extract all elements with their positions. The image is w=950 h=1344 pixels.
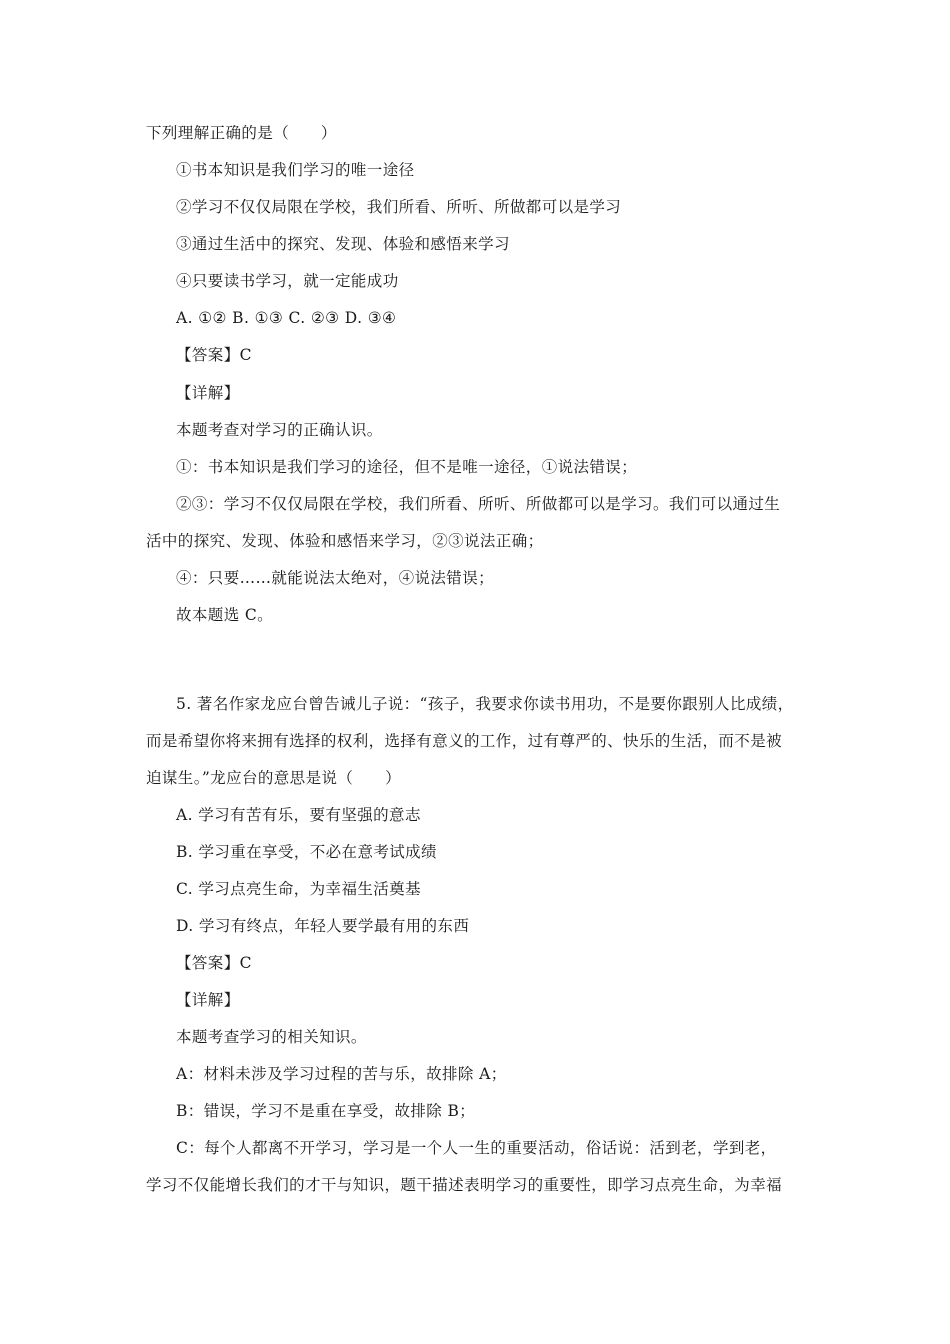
q4-statement-3: ③通过生活中的探究、发现、体验和感悟来学习 xyxy=(176,235,510,253)
q4-detail-line: ②③：学习不仅仅局限在学校，我们所看、所听、所做都可以是学习。我们可以通过生 xyxy=(176,495,781,513)
q5-detail-line: 本题考查学习的相关知识。 xyxy=(176,1028,367,1046)
q5-option-b: B. 学习重在享受，不必在意考试成绩 xyxy=(176,843,437,861)
q4-detail-line: 本题考查对学习的正确认识。 xyxy=(176,421,383,439)
q4-detail-line: ①：书本知识是我们学习的途径，但不是唯一途径，①说法错误； xyxy=(176,458,638,476)
q4-detail-heading: 【详解】 xyxy=(176,384,240,402)
q5-detail-line: A：材料未涉及学习过程的苦与乐，故排除 A； xyxy=(176,1065,507,1083)
q5-detail-line: B：错误，学习不是重在享受，故排除 B； xyxy=(176,1102,476,1120)
q5-option-a: A. 学习有苦有乐，要有坚强的意志 xyxy=(176,806,421,824)
q4-options: A. ①② B. ①③ C. ②③ D. ③④ xyxy=(176,309,397,327)
q4-statement-2: ②学习不仅仅局限在学校，我们所看、所听、所做都可以是学习 xyxy=(176,198,622,216)
q4-stem-tail: 下列理解正确的是（ ） xyxy=(146,124,337,142)
q4-answer: 【答案】C xyxy=(176,346,252,364)
q5-detail-heading: 【详解】 xyxy=(176,991,240,1009)
q4-statement-4: ④只要读书学习，就一定能成功 xyxy=(176,272,399,290)
q5-detail-line: 学习不仅能增长我们的才干与知识，题干描述表明学习的重要性，即学习点亮生命，为幸福 xyxy=(146,1176,783,1194)
q4-detail-line: ④：只要……就能说法太绝对，④说法错误； xyxy=(176,569,495,587)
q5-stem-line: 而是希望你将来拥有选择的权利，选择有意义的工作，过有尊严的、快乐的生活，而不是被 xyxy=(146,732,783,750)
q5-option-c: C. 学习点亮生命，为幸福生活奠基 xyxy=(176,880,421,898)
q4-statement-1: ①书本知识是我们学习的唯一途径 xyxy=(176,161,415,179)
q5-stem-line: 迫谋生。”龙应台的意思是说（ ） xyxy=(146,769,401,787)
q5-option-d: D. 学习有终点，年轻人要学最有用的东西 xyxy=(176,917,470,935)
q5-answer: 【答案】C xyxy=(176,954,252,972)
q5-detail-line: C：每个人都离不开学习，学习是一个人一生的重要活动，俗话说：活到老，学到老， xyxy=(176,1139,777,1157)
q5-stem-line: 5. 著名作家龙应台曾告诫儿子说：“孩子，我要求你读书用功，不是要你跟别人比成绩， xyxy=(176,695,794,713)
q4-detail-line: 活中的探究、发现、体验和感悟来学习，②③说法正确； xyxy=(146,532,544,550)
q4-detail-line: 故本题选 C。 xyxy=(176,606,274,624)
